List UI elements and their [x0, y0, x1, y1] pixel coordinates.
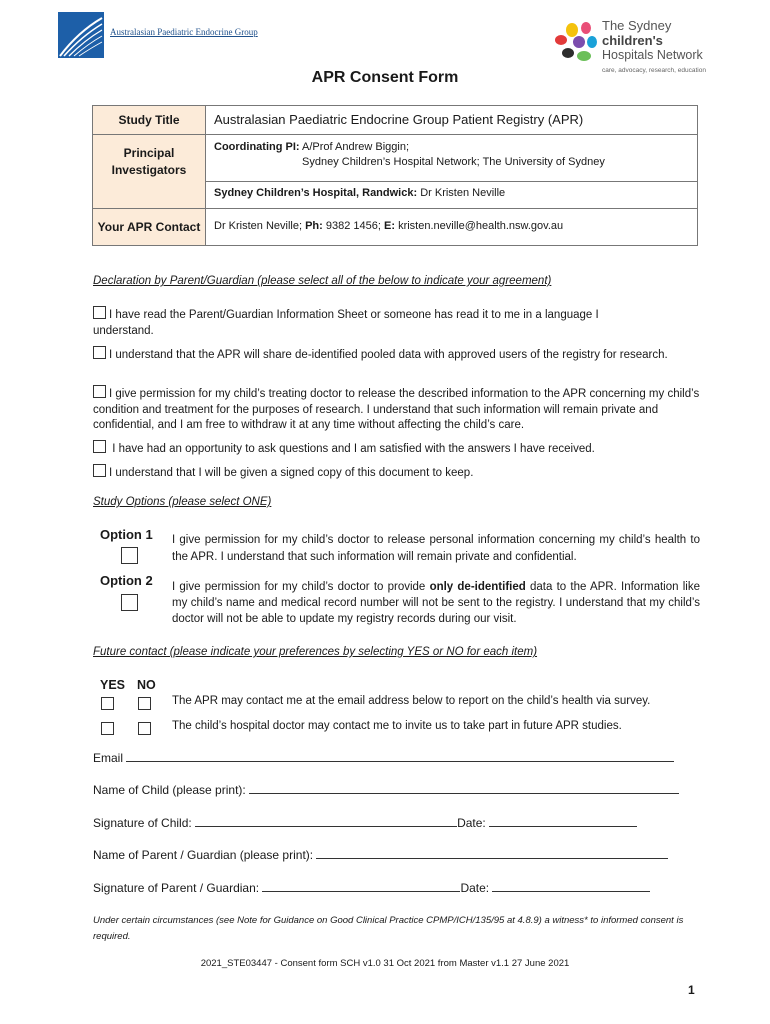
contact-value: Dr Kristen Neville; Ph: 9382 1456; E: kristen.neville@health.nsw.gov.au	[206, 209, 698, 246]
future-contact-heading: Future contact (please indicate your preferences by selecting YES or NO for each item)	[93, 646, 538, 658]
child-name-field: Name of Child (please print):	[93, 782, 679, 797]
declaration-heading: Declaration by Parent/Guardian (please select all of the below to indicate your agreement)	[93, 275, 552, 287]
child-signature-field: Signature of Child: Date:	[93, 815, 637, 830]
page-number: 1	[688, 983, 695, 997]
schn-tagline: care, advocacy, research, education	[602, 67, 706, 74]
apeg-logo-text: Australasian Paediatric Endocrine Group	[110, 27, 258, 37]
option1-text: I give permission for my child’s doctor to release personal information concerning my child’s health to the APR. I understand that such information will remain private and confidential.	[172, 534, 700, 563]
schn-name-line2: children's	[602, 33, 663, 48]
declaration-checkbox-1[interactable]	[93, 306, 106, 319]
declaration-checkbox-2[interactable]	[93, 346, 106, 359]
parent-signature-input[interactable]	[262, 880, 460, 892]
option1-checkbox[interactable]	[121, 547, 138, 564]
declaration-checkbox-4[interactable]	[93, 440, 106, 453]
declaration-item: I have had an opportunity to ask questions and I am satisfied with the answers I have received.	[93, 440, 703, 458]
site-pi-cell: Sydney Children’s Hospital, Randwick: Dr Kristen Neville	[206, 182, 698, 209]
study-title-value: Australasian Paediatric Endocrine Group Patient Registry (APR)	[206, 106, 698, 135]
apeg-emblem-icon	[58, 12, 104, 58]
parent-name-input[interactable]	[316, 847, 668, 859]
declaration-item: I understand that I will be given a signed copy of this document to keep.	[93, 464, 703, 482]
children-hospital-emblem-icon	[552, 20, 602, 64]
future1-no-checkbox[interactable]	[138, 697, 151, 710]
coordinating-pi-cell: Coordinating PI: A/Prof Andrew Biggin; Sydney Children’s Hospital Network; The University of Sydney	[206, 135, 698, 182]
version-footer: 2021_STE03447 - Consent form SCH v1.0 31 Oct 2021 from Master v1.1 27 June 2021	[200, 958, 570, 969]
study-title-label: Study Title	[93, 106, 206, 135]
future-item-1: The APR may contact me at the email address below to report on the child’s health via survey.	[172, 695, 651, 707]
schn-name-line1: The Sydney	[602, 18, 672, 33]
witness-note: Under certain circumstances (see Note for Guidance on Good Clinical Practice CPMP/ICH/135/95 at 4.8.9) a witness* to informed consent is required.	[93, 915, 684, 942]
option2-label: Option 2	[100, 573, 153, 588]
table-row	[93, 106, 698, 135]
contact-label: Your APR Contact	[93, 209, 206, 246]
pi-label: Principal Investigators	[93, 135, 206, 209]
child-signature-input[interactable]	[195, 815, 457, 827]
schn-logo	[552, 20, 602, 64]
declaration-item: I give permission for my child’s treating doctor to release the described information to the APR concerning my child’s condition and treatment for the purposes of research. I understand that such information will remain private and confidential, and I am free to withdraw it at any time without affecting the child’s care.	[93, 385, 705, 434]
table-row	[93, 135, 698, 182]
study-options-heading: Study Options (please select ONE)	[93, 496, 272, 508]
study-info-table	[92, 105, 698, 246]
page-title: APR Consent Form	[311, 69, 459, 86]
future2-no-checkbox[interactable]	[138, 722, 151, 735]
table-row	[93, 209, 698, 246]
child-name-input[interactable]	[249, 782, 679, 794]
parent-name-field: Name of Parent / Guardian (please print):	[93, 847, 668, 862]
option2-text: I give permission for my child’s doctor to provide only de-identified data to the APR. Information like my child’s name and medical record number will not be sent to the registry. I understand that my child’s doctor will not be able to update my registry records during our visit.	[172, 581, 700, 625]
future2-yes-checkbox[interactable]	[101, 722, 114, 735]
parent-signature-field: Signature of Parent / Guardian: Date:	[93, 880, 650, 895]
declaration-checkbox-5[interactable]	[93, 464, 106, 477]
yes-label: YES	[100, 678, 126, 692]
schn-name-line3: Hospitals Network	[602, 48, 703, 62]
future-item-2: The child’s hospital doctor may contact me to invite us to take part in future APR studies.	[172, 720, 622, 732]
declaration-item: I understand that the APR will share de-identified pooled data with approved users of the registry for research.	[93, 346, 683, 364]
no-label: NO	[137, 678, 156, 692]
declaration-item: I have read the Parent/Guardian Information Sheet or someone has read it to me in a language I understand.	[93, 306, 653, 339]
declaration-checkbox-3[interactable]	[93, 385, 106, 398]
parent-date-input[interactable]	[492, 880, 650, 892]
email-input[interactable]	[126, 750, 674, 762]
apeg-logo	[58, 12, 104, 58]
option2-checkbox[interactable]	[121, 594, 138, 611]
option1-label: Option 1	[100, 527, 153, 542]
future1-yes-checkbox[interactable]	[101, 697, 114, 710]
email-field: Email	[93, 750, 674, 765]
child-date-input[interactable]	[489, 815, 637, 827]
